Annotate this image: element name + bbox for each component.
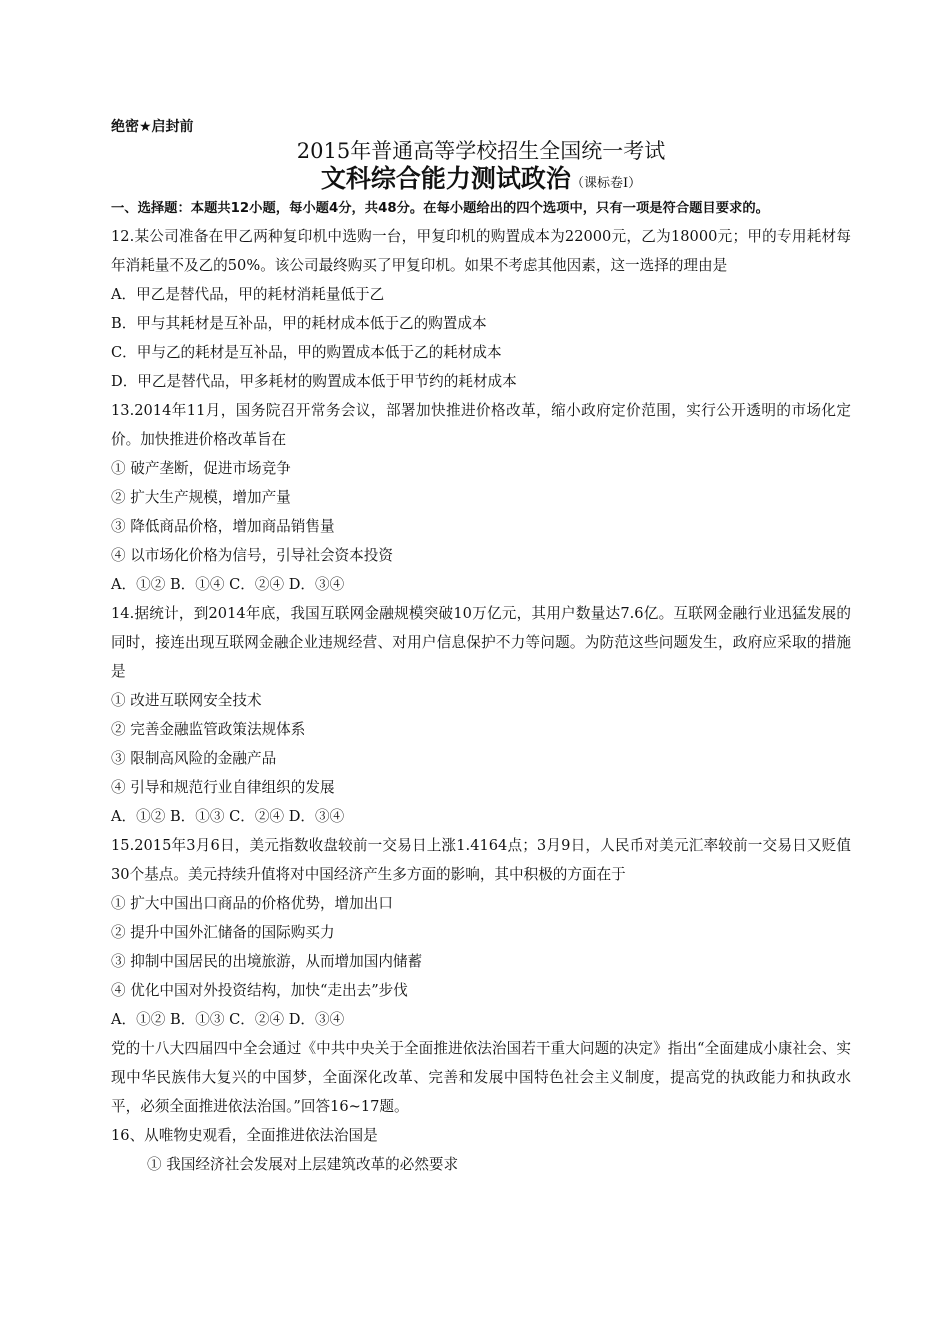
question-12-option-b: B．甲与其耗材是互补品，甲的耗材成本低于乙的购置成本 [111, 315, 487, 332]
subtitle-main: 文科综合能力测试政治 [320, 164, 571, 193]
question-12-option-c: C．甲与乙的耗材是互补品，甲的购置成本低于乙的耗材成本 [111, 344, 502, 361]
question-12-option-d: D．甲乙是替代品，甲多耗材的购置成本低于甲节约的耗材成本 [111, 373, 517, 390]
question-14-item-1: ① 改进互联网安全技术 [111, 692, 262, 709]
question-15-item-3: ③ 抑制中国居民的出境旅游，从而增加国内储蓄 [111, 953, 423, 970]
question-14-item-3: ③ 限制高风险的金融产品 [111, 750, 277, 767]
question-15-item-4: ④ 优化中国对外投资结构，加快“走出去”步伐 [111, 982, 408, 999]
exam-subtitle [111, 164, 851, 199]
section-instructions: 一、选择题：本题共12小题，每小题4分，共48分。在每小题给出的四个选项中，只有一项是符合题目要求的。 [111, 201, 769, 216]
question-16-item-1: ① 我国经济社会发展对上层建筑改革的必然要求 [147, 1156, 459, 1173]
document-body [111, 117, 851, 1179]
question-14-answers: A．①② B．①③ C．②④ D．③④ [111, 808, 345, 825]
question-13-item-3: ③ 降低商品价格，增加商品销售量 [111, 518, 335, 535]
question-13-answers: A．①② B．①④ C．②④ D．③④ [111, 576, 345, 593]
question-12-option-a: A．甲乙是替代品，甲的耗材消耗量低于乙 [111, 286, 385, 303]
question-13-item-4: ④ 以市场化价格为信号，引导社会资本投资 [111, 547, 393, 564]
question-14-item-4: ④ 引导和规范行业自律组织的发展 [111, 779, 335, 796]
question-14-stem: 14.据统计，到2014年底，我国互联网金融规模突破10万亿元，其用户数量达7.6亿。互联网金融行业迅猛发展的同时，接连出现互联网金融企业违规经营、对用户信息保护不力等问题。为防范这些问题发生，政府应采取的措施是 [111, 605, 851, 680]
question-15-item-1: ① 扩大中国出口商品的价格优势，增加出口 [111, 895, 393, 912]
secret-label: 绝密★启封前 [111, 119, 194, 135]
question-12-stem: 12.某公司准备在甲乙两种复印机中选购一台，甲复印机的购置成本为22000元，乙为18000元；甲的专用耗材每年消耗量不及乙的50%。该公司最终购买了甲复印机。如果不考虑其他因素，这一选择的理由是 [111, 228, 851, 274]
reading-passage: 党的十八大四届四中全会通过《中共中央关于全面推进依法治国若干重大问题的决定》指出“全面建成小康社会、实现中华民族伟大复兴的中国梦，全面深化改革、完善和发展中国特色社会主义制度，提高党的执政能力和执政水平，必须全面推进依法治国。”回答16~17题。 [111, 1040, 851, 1115]
subtitle-note: （课标卷Ⅰ） [570, 176, 642, 191]
question-14-item-2: ② 完善金融监管政策法规体系 [111, 721, 306, 738]
question-16-stem: 16、从唯物史观看，全面推进依法治国是 [111, 1127, 378, 1144]
question-13-item-2: ② 扩大生产规模，增加产量 [111, 489, 291, 506]
question-15-stem: 15.2015年3月6日，美元指数收盘较前一交易日上涨1.4164点；3月9日，人民币对美元汇率较前一交易日又贬值30个基点。美元持续升值将对中国经济产生多方面的影响，其中积极的方面在于 [111, 837, 851, 883]
question-13-item-1: ① 破产垄断，促进市场竞争 [111, 460, 291, 477]
question-15-answers: A．①② B．①③ C．②④ D．③④ [111, 1011, 345, 1028]
question-13-stem: 13.2014年11月，国务院召开常务会议，部署加快推进价格改革，缩小政府定价范围，实行公开透明的市场化定价。加快推进价格改革旨在 [111, 402, 851, 448]
exam-title: 2015年普通高等学校招生全国统一考试 [296, 139, 666, 163]
question-15-item-2: ② 提升中国外汇储备的国际购买力 [111, 924, 335, 941]
